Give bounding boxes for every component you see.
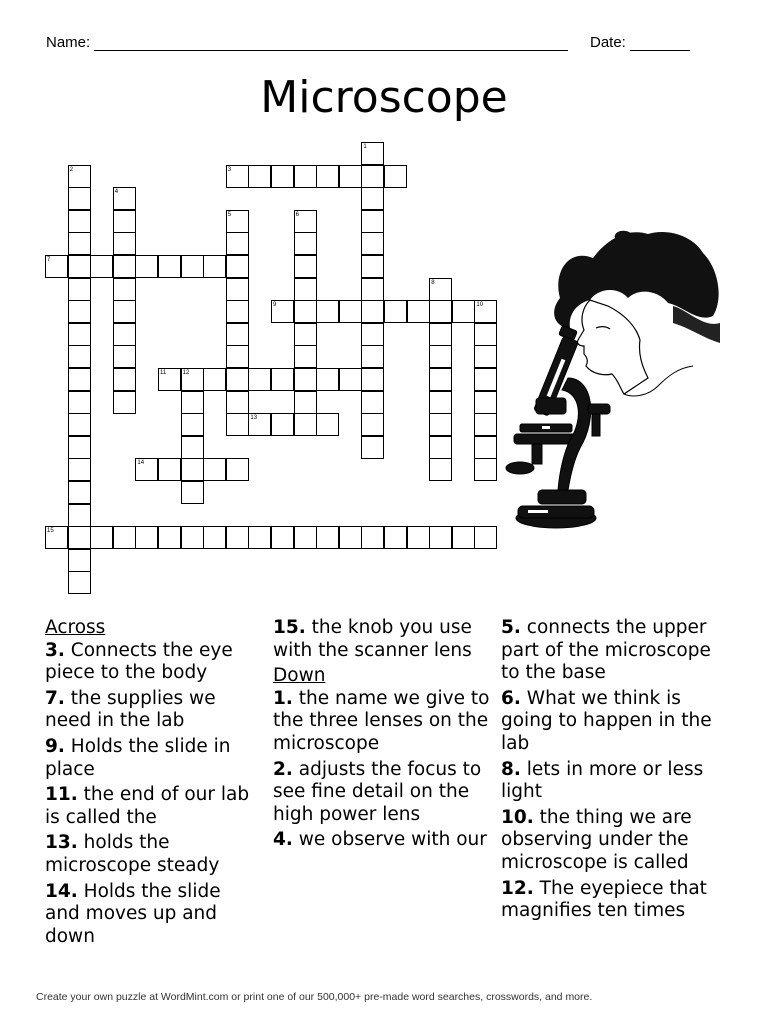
crossword-cell[interactable]: [158, 458, 181, 481]
crossword-cell[interactable]: [294, 391, 317, 414]
clue-number-label: 15.: [273, 617, 306, 638]
crossword-cell[interactable]: [113, 368, 136, 391]
crossword-cell[interactable]: [294, 300, 317, 323]
crossword-cell[interactable]: [113, 210, 136, 233]
clue: [501, 688, 726, 756]
clue-number: 4: [114, 189, 119, 196]
crossword-cell[interactable]: [361, 345, 384, 368]
crossword-cell[interactable]: [474, 436, 497, 459]
crossword-cell[interactable]: [361, 413, 384, 436]
crossword-cell[interactable]: [113, 187, 136, 210]
clue-text: the thing we are observing under the microscope is called: [501, 806, 692, 873]
date-label: Date:: [590, 34, 626, 51]
crossword-cell[interactable]: [474, 368, 497, 391]
crossword-cell[interactable]: [226, 165, 249, 188]
clue-number-label: 8.: [501, 758, 521, 780]
clue: [501, 807, 726, 875]
crossword-cell[interactable]: [474, 413, 497, 436]
clue-text: connects the upper part of the microscope to the base: [501, 617, 711, 684]
clue: [45, 832, 255, 877]
clue-text: Connects the eye piece to the body: [45, 639, 233, 684]
crossword-cell[interactable]: [113, 232, 136, 255]
crossword-cell[interactable]: [429, 323, 452, 346]
clue-number: 2: [69, 166, 73, 173]
crossword-cell[interactable]: [68, 165, 91, 188]
down-heading: Down: [273, 665, 326, 687]
crossword-cell[interactable]: [361, 436, 384, 459]
page-title: Microscope: [260, 72, 508, 123]
crossword-cell[interactable]: [361, 368, 384, 391]
crossword-cell[interactable]: [113, 391, 136, 414]
crossword-cell[interactable]: [203, 255, 226, 278]
clue-number-label: 7.: [45, 687, 65, 709]
crossword-cell[interactable]: [135, 526, 158, 549]
crossword-cell[interactable]: [294, 255, 317, 278]
clue-text: the supplies we need in the lab: [45, 687, 216, 732]
crossword-cell[interactable]: [361, 526, 384, 549]
crossword-cell[interactable]: [316, 165, 339, 188]
crossword-cell[interactable]: [68, 391, 91, 414]
clue-number-label: 1.: [273, 687, 293, 709]
clue-number: 11: [160, 370, 167, 376]
clue-text: we observe with our: [292, 829, 487, 851]
crossword-cell[interactable]: [181, 255, 204, 278]
crossword-cell[interactable]: [226, 300, 249, 323]
clue-number: 12: [182, 370, 190, 376]
clue-number: 1: [363, 144, 367, 150]
across-heading: Across: [45, 617, 106, 638]
crossword-cell[interactable]: [113, 278, 136, 301]
crossword-cell[interactable]: [361, 187, 384, 210]
crossword-cell[interactable]: [474, 345, 497, 368]
clue-number-label: 14.: [45, 880, 78, 902]
crossword-cell[interactable]: [135, 255, 158, 278]
crossword-cell[interactable]: [68, 187, 91, 210]
crossword-cell[interactable]: [361, 255, 384, 278]
crossword-cell[interactable]: [68, 413, 91, 436]
clue-text: lets in more or less light: [501, 758, 704, 803]
clue-number: 5: [227, 211, 232, 218]
crossword-cell[interactable]: [339, 300, 362, 323]
footer-note: Create your own puzzle at WordMint.com or print one of our 500,000+ pre-made word searches, crosswords, and more.: [36, 991, 593, 1003]
clue-number: 15: [47, 528, 54, 535]
clue-number-label: 9.: [45, 735, 65, 757]
clue-number: 10: [476, 302, 484, 309]
crossword-cell[interactable]: [361, 232, 384, 255]
crossword-cell[interactable]: [68, 255, 91, 278]
crossword-cell[interactable]: [226, 278, 249, 301]
clue: [501, 617, 726, 685]
crossword-cell[interactable]: [68, 504, 91, 527]
crossword-cell[interactable]: [316, 300, 339, 323]
crossword-cell[interactable]: [226, 232, 249, 255]
crossword-cell[interactable]: [68, 300, 91, 323]
name-label: Name:: [46, 34, 91, 51]
crossword-cell[interactable]: [226, 458, 249, 481]
crossword-cell[interactable]: [181, 436, 204, 459]
crossword-cell[interactable]: [429, 278, 452, 301]
clue-text: Holds the slide and moves up and down: [45, 880, 221, 947]
crossword-cell[interactable]: [316, 526, 339, 549]
crossword-cell[interactable]: [361, 323, 384, 346]
crossword-cell[interactable]: [203, 526, 226, 549]
crossword-cell[interactable]: [429, 458, 452, 481]
crossword-cell[interactable]: [361, 300, 384, 323]
crossword-cell[interactable]: [294, 210, 317, 233]
crossword-cell[interactable]: [158, 255, 181, 278]
crossword-cell[interactable]: [294, 413, 317, 436]
crossword-cell[interactable]: [429, 413, 452, 436]
crossword-cell[interactable]: [135, 458, 158, 481]
crossword-cell[interactable]: [68, 323, 91, 346]
clue-number: 9: [273, 302, 277, 309]
clue-number-label: 3.: [45, 639, 65, 661]
clue-text: the end of our lab is called the: [45, 784, 250, 828]
crossword-cell[interactable]: [339, 165, 362, 188]
clue: [273, 688, 493, 756]
clue-text: adjusts the focus to see fine detail on the high power lens: [273, 758, 482, 825]
crossword-cell[interactable]: [68, 458, 91, 481]
clue-number-label: 6.: [501, 687, 521, 709]
clue-number: 7: [47, 257, 51, 263]
crossword-cell[interactable]: [407, 526, 430, 549]
crossword-cell[interactable]: [226, 345, 249, 368]
crossword-cell[interactable]: [271, 526, 294, 549]
crossword-cell[interactable]: [271, 413, 294, 436]
crossword-cell[interactable]: [113, 255, 136, 278]
clue: [45, 736, 255, 781]
clue-number-label: 5.: [501, 617, 521, 638]
clue-number: 13: [250, 415, 258, 422]
clues-column-3: [501, 617, 726, 926]
crossword-cell[interactable]: [248, 165, 271, 188]
crossword-cell[interactable]: [361, 165, 384, 188]
crossword-cell[interactable]: [361, 391, 384, 414]
crossword-cell[interactable]: [294, 323, 317, 346]
crossword-cell[interactable]: [68, 571, 91, 594]
crossword-cell[interactable]: [316, 413, 339, 436]
crossword-cell[interactable]: [226, 323, 249, 346]
crossword-cell[interactable]: [248, 413, 271, 436]
crossword-cell[interactable]: [361, 278, 384, 301]
clue: [45, 881, 255, 949]
crossword-cell[interactable]: [90, 526, 113, 549]
crossword-cell[interactable]: [429, 391, 452, 414]
crossword-cell[interactable]: [45, 526, 68, 549]
crossword-cell[interactable]: [181, 368, 204, 391]
crossword-cell[interactable]: [181, 526, 204, 549]
clue-number: 3: [227, 166, 232, 173]
crossword-cell[interactable]: [429, 368, 452, 391]
crossword-cell[interactable]: [474, 300, 497, 323]
crossword-cell[interactable]: [429, 436, 452, 459]
crossword-cell[interactable]: [203, 458, 226, 481]
across-clue-list-continued: [273, 617, 493, 662]
clue: [501, 759, 726, 804]
down-clue-list-continued: [501, 617, 726, 923]
crossword-cell[interactable]: [226, 255, 249, 278]
crossword-cell[interactable]: [113, 345, 136, 368]
clue-number-label: 12.: [501, 877, 534, 899]
crossword-cell[interactable]: [316, 368, 339, 391]
crossword-cell[interactable]: [452, 526, 475, 549]
crossword-cell[interactable]: [45, 255, 68, 278]
clue-text: Holds the slide in place: [45, 735, 231, 780]
crossword-cell[interactable]: [181, 481, 204, 504]
crossword-cell[interactable]: [226, 413, 249, 436]
crossword-cell[interactable]: [294, 165, 317, 188]
crossword-cell[interactable]: [294, 526, 317, 549]
clue-number-label: 13.: [45, 832, 78, 854]
crossword-cell[interactable]: [113, 300, 136, 323]
clue: [45, 640, 255, 685]
clue-number: 8: [431, 279, 435, 286]
crossword-cell[interactable]: [68, 436, 91, 459]
clue: [273, 829, 493, 852]
crossword-cell[interactable]: [474, 323, 497, 346]
clue: [501, 878, 726, 923]
crossword-cell[interactable]: [158, 368, 181, 391]
crossword-cell[interactable]: [158, 526, 181, 549]
crossword-cell[interactable]: [384, 165, 407, 188]
crossword-cell[interactable]: [384, 526, 407, 549]
crossword-cell[interactable]: [113, 526, 136, 549]
clue: [273, 759, 493, 827]
crossword-cell[interactable]: [361, 142, 384, 165]
clue-number: 6: [295, 211, 299, 218]
down-clue-list: [273, 688, 493, 852]
crossword-cell[interactable]: [429, 300, 452, 323]
clue-number-label: 2.: [273, 758, 293, 780]
crossword-cell[interactable]: [68, 549, 91, 572]
crossword-cell[interactable]: [339, 368, 362, 391]
crossword-cell[interactable]: [181, 413, 204, 436]
clue: [45, 784, 255, 829]
crossword-cell[interactable]: [474, 458, 497, 481]
crossword-cell[interactable]: [181, 458, 204, 481]
crossword-cell[interactable]: [181, 391, 204, 414]
crossword-cell[interactable]: [248, 368, 271, 391]
crossword-cell[interactable]: [429, 526, 452, 549]
crossword-cell[interactable]: [68, 345, 91, 368]
clue-text: the name we give to the three lenses on the microscope: [273, 687, 490, 754]
crossword-cell[interactable]: [271, 300, 294, 323]
crossword-cell[interactable]: [68, 526, 91, 549]
clue: [273, 617, 493, 662]
crossword-cell[interactable]: [429, 345, 452, 368]
crossword-cell[interactable]: [226, 368, 249, 391]
crossword-cell[interactable]: [226, 391, 249, 414]
clue-number-label: 4.: [273, 829, 293, 851]
crossword-cell[interactable]: [294, 345, 317, 368]
clue-number-label: 11.: [45, 784, 78, 806]
crossword-cell[interactable]: [271, 165, 294, 188]
crossword-cell[interactable]: [68, 210, 91, 233]
clue-text: holds the microscope steady: [45, 832, 220, 876]
clues-column-1: [45, 617, 255, 951]
crossword-cell[interactable]: [474, 391, 497, 414]
clue-text: The eyepiece that magnifies ten times: [501, 877, 707, 922]
crossword-cell[interactable]: [361, 210, 384, 233]
crossword-cell[interactable]: [248, 526, 271, 549]
crossword-cell[interactable]: [226, 210, 249, 233]
crossword-cell[interactable]: [68, 232, 91, 255]
crossword-cell[interactable]: [474, 526, 497, 549]
crossword-cell[interactable]: [68, 481, 91, 504]
crossword-cell[interactable]: [203, 368, 226, 391]
crossword-cell[interactable]: [271, 368, 294, 391]
crossword-cell[interactable]: [90, 255, 113, 278]
crossword-cell[interactable]: [68, 368, 91, 391]
crossword-cell[interactable]: [294, 232, 317, 255]
across-clue-list: [45, 640, 255, 949]
crossword-cell[interactable]: [294, 368, 317, 391]
crossword-cell[interactable]: [68, 278, 91, 301]
clue-text: the knob you use with the scanner lens: [273, 617, 472, 661]
crossword-cell[interactable]: [339, 526, 362, 549]
clues-column-2: [273, 617, 493, 855]
crossword-cell[interactable]: [452, 300, 475, 323]
crossword-cell[interactable]: [407, 300, 430, 323]
crossword-cell[interactable]: [113, 323, 136, 346]
woman-with-microscope-illustration: [498, 228, 723, 546]
clue-text: What we think is going to happen in the lab: [501, 687, 712, 754]
clue-number: 14: [137, 460, 145, 467]
crossword-cell[interactable]: [384, 300, 407, 323]
crossword-cell[interactable]: [226, 526, 249, 549]
clue: [45, 688, 255, 733]
crossword-cell[interactable]: [294, 278, 317, 301]
clue-number-label: 10.: [501, 806, 534, 828]
